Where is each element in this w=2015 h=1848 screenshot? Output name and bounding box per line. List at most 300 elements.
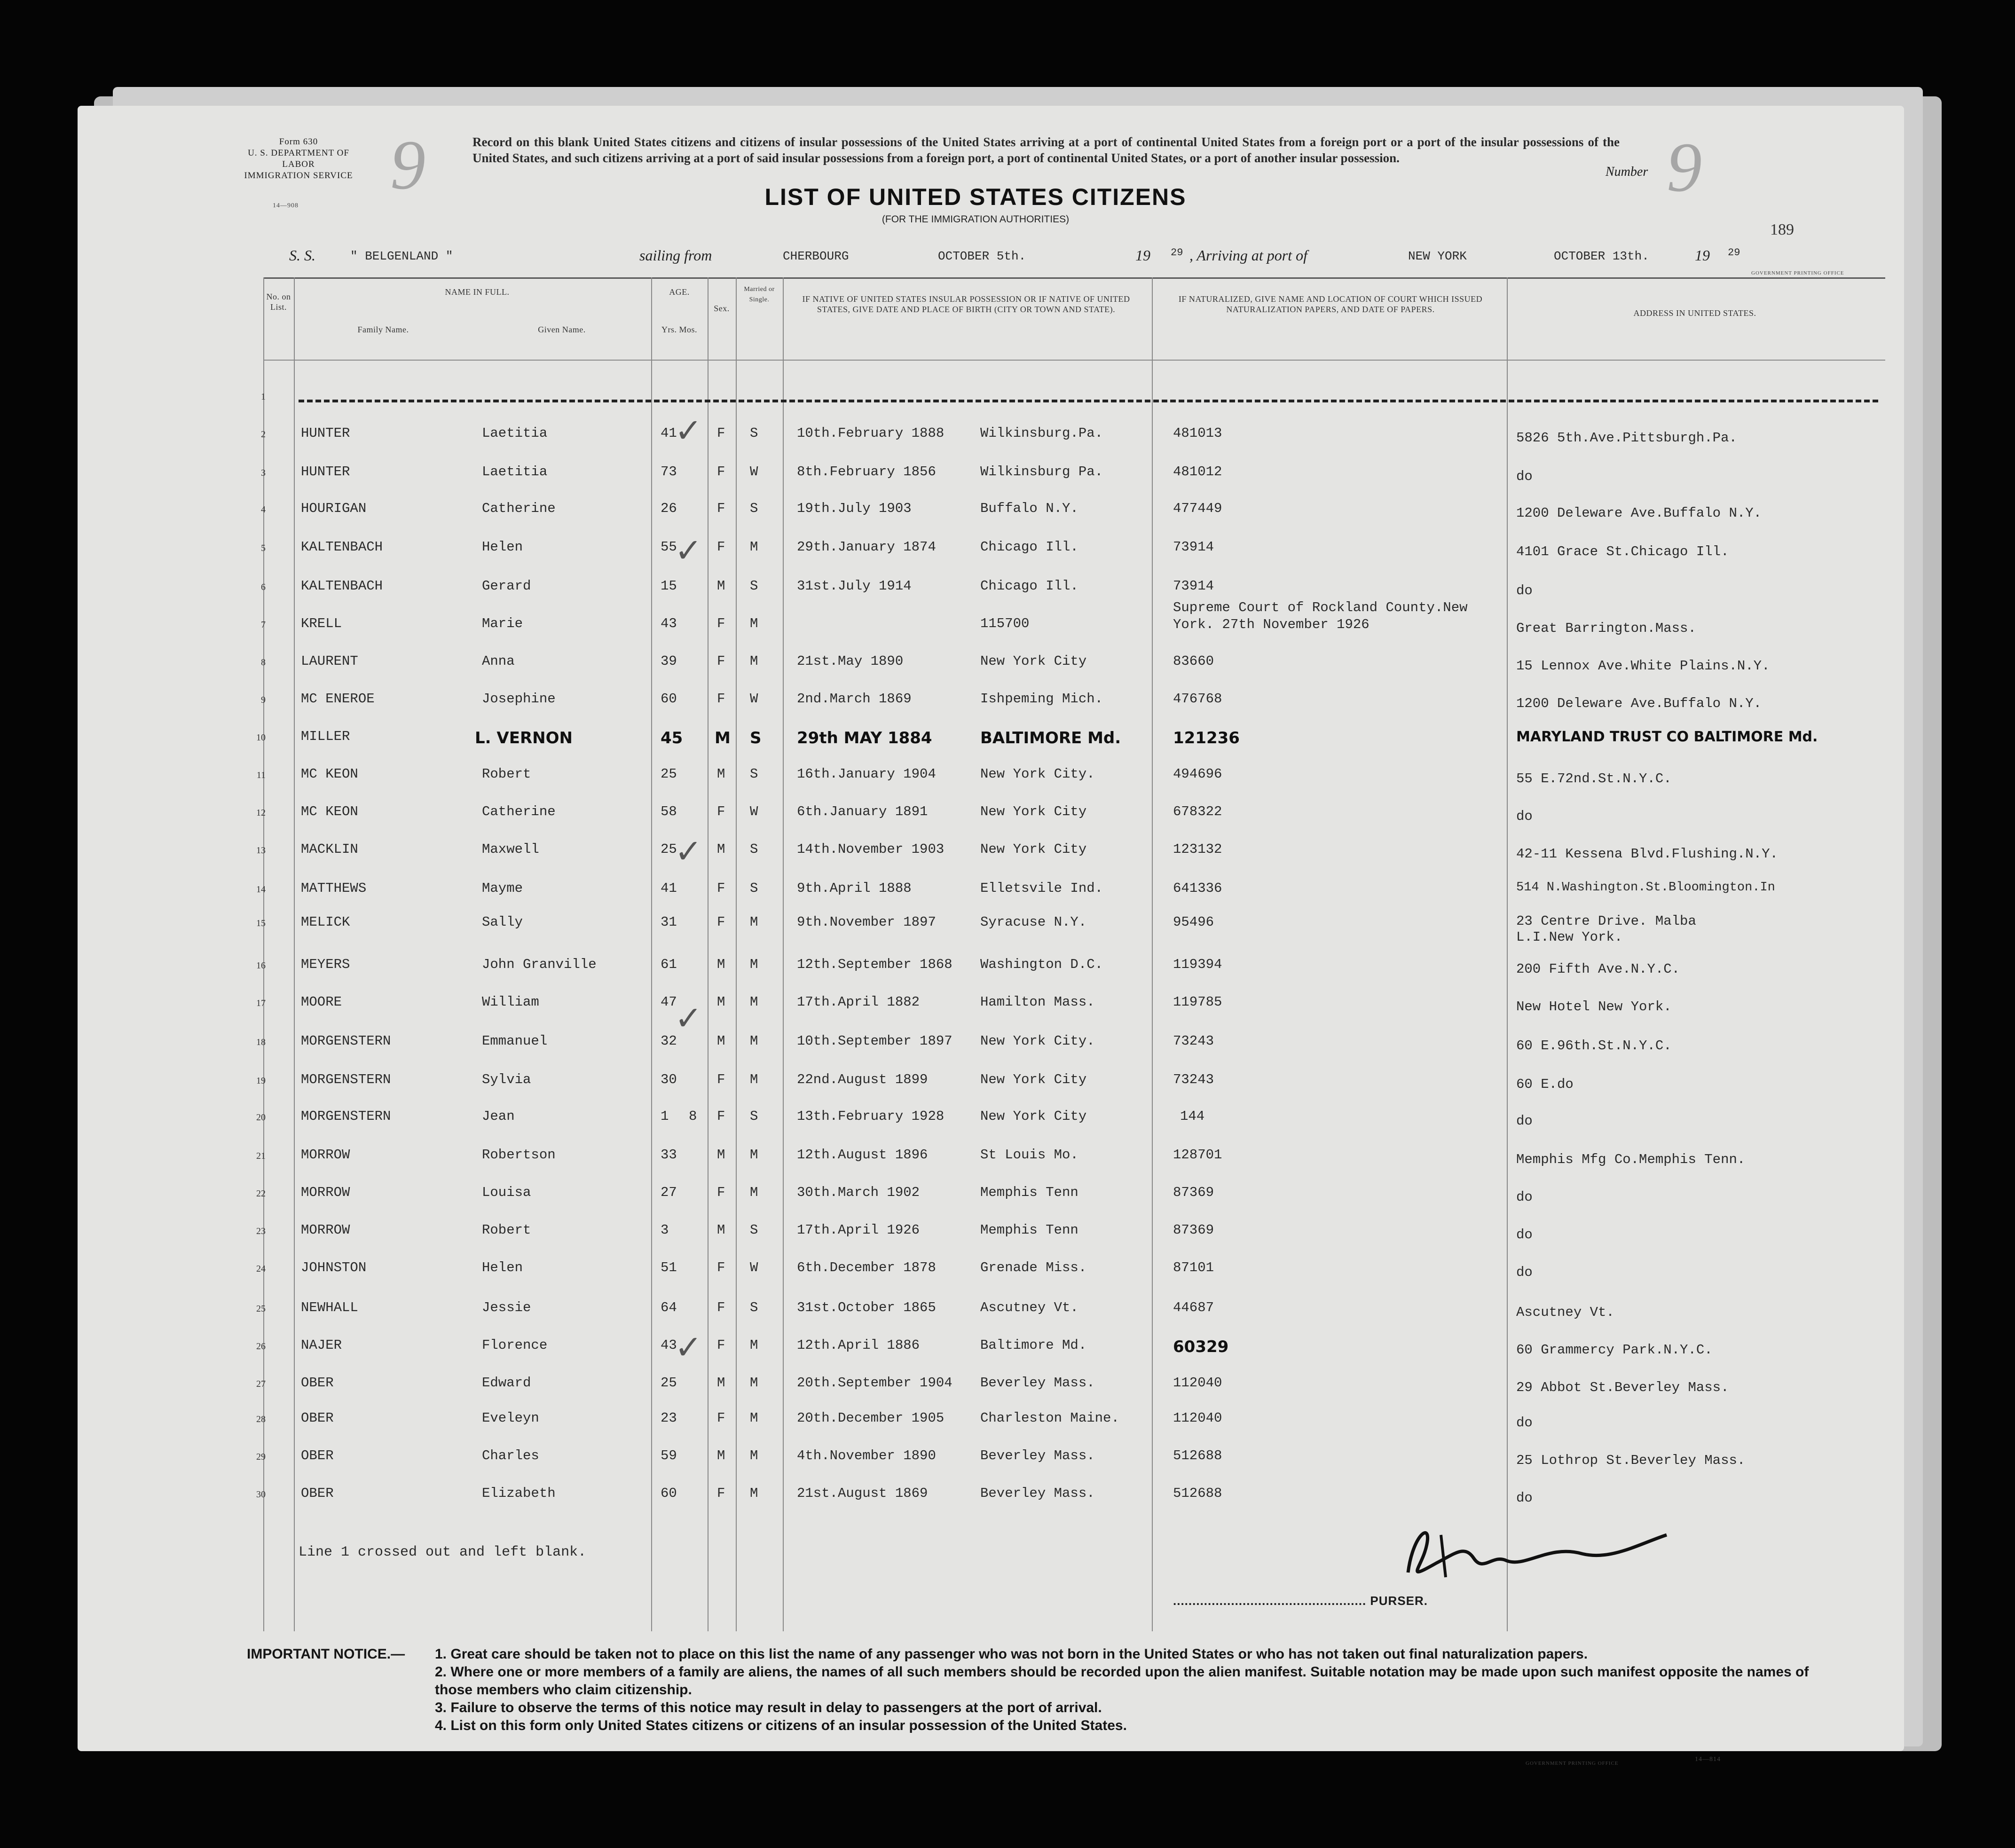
given-name: Gerard xyxy=(482,578,531,594)
row-number: 2 xyxy=(261,429,266,440)
sex: M xyxy=(715,729,731,747)
marital-status: M xyxy=(750,1033,758,1049)
naturalization: 95496 xyxy=(1173,914,1214,930)
family-name: MORROW xyxy=(301,1147,350,1163)
ship-name: " BELGENLAND " xyxy=(350,249,453,263)
naturalization: Supreme Court of Rockland County.New York. 27th November 1926 xyxy=(1173,600,1468,632)
sex: M xyxy=(717,1033,725,1049)
table-row xyxy=(78,729,1904,747)
family-name: OBER xyxy=(301,1410,334,1426)
age-years: 41 xyxy=(661,881,677,896)
col-no: No. on List. xyxy=(266,292,291,312)
address: 1200 Deleware Ave.Buffalo N.Y. xyxy=(1516,505,1762,521)
table-row xyxy=(78,1486,1904,1504)
number-value: 9 xyxy=(1667,128,1702,206)
marital-status: S xyxy=(750,881,758,896)
birth-date: 10th.September 1897 xyxy=(797,1033,952,1049)
family-name: MC ENEROE xyxy=(301,691,375,707)
birth-date: 9th.April 1888 xyxy=(797,881,912,896)
row-number: 9 xyxy=(261,695,266,705)
table-row xyxy=(78,539,1904,558)
birth-date: 31st.October 1865 xyxy=(797,1300,936,1315)
crossed-out-note: Line 1 crossed out and left blank. xyxy=(299,1544,587,1560)
age-years: 30 xyxy=(661,1072,677,1087)
birth-date: 8th.February 1856 xyxy=(797,464,936,480)
marital-status: S xyxy=(750,1222,758,1238)
given-name: Helen xyxy=(482,1260,523,1275)
address: do xyxy=(1516,1415,1533,1431)
address: 55 E.72nd.St.N.Y.C. xyxy=(1516,771,1672,786)
table-row xyxy=(78,766,1904,785)
sex: F xyxy=(717,914,725,930)
marital-status: S xyxy=(750,1300,758,1315)
table-row xyxy=(78,841,1904,860)
row-number: 28 xyxy=(256,1414,266,1424)
age-years: 58 xyxy=(661,804,677,819)
address: 29 Abbot St.Beverley Mass. xyxy=(1516,1380,1729,1395)
table-row xyxy=(78,913,1904,945)
birth-date: 10th.February 1888 xyxy=(797,425,945,441)
marital-status: S xyxy=(750,578,758,594)
birth-date: 21st.August 1869 xyxy=(797,1486,928,1501)
table-row xyxy=(78,1147,1904,1166)
given-name: Robert xyxy=(482,1222,531,1238)
family-name: MATTHEWS xyxy=(301,881,367,896)
col-family-name: Family Name. xyxy=(357,325,409,334)
marital-status: S xyxy=(750,1109,758,1124)
table-row xyxy=(78,1109,1904,1127)
address: 60 E.96th.St.N.Y.C. xyxy=(1516,1038,1672,1054)
naturalization: 678322 xyxy=(1173,804,1222,819)
marital-status: M xyxy=(750,1486,758,1501)
given-name: Maxwell xyxy=(482,841,539,857)
address: 60 Grammercy Park.N.Y.C. xyxy=(1516,1342,1713,1358)
given-name: Robertson xyxy=(482,1147,556,1163)
notice-item: 4. List on this form only United States citizens or citizens of an insular possession of the United States. xyxy=(435,1718,1127,1733)
marital-status: M xyxy=(750,994,758,1010)
naturalization: 123132 xyxy=(1173,841,1222,857)
printer-mark-footer: GOVERNMENT PRINTING OFFICE xyxy=(1526,1761,1619,1766)
given-name: Emmanuel xyxy=(482,1033,548,1049)
sex: F xyxy=(717,1109,725,1124)
given-name: Jean xyxy=(482,1109,515,1124)
marital-status: S xyxy=(750,766,758,782)
family-name: MOORE xyxy=(301,994,342,1010)
row-number: 14 xyxy=(256,884,266,895)
address: do xyxy=(1516,809,1533,824)
given-name: William xyxy=(482,994,539,1010)
year-to: 29 xyxy=(1728,247,1740,259)
birth-date: 29th MAY 1884 xyxy=(797,729,932,747)
marital-status: W xyxy=(750,1260,758,1275)
row-number: 7 xyxy=(261,620,266,630)
table-row xyxy=(78,1072,1904,1091)
sex: F xyxy=(717,804,725,819)
arriving-label: , Arriving at port of xyxy=(1189,247,1307,264)
address: do xyxy=(1516,1113,1533,1129)
service: IMMIGRATION SERVICE xyxy=(244,171,353,181)
address: do xyxy=(1516,1265,1533,1280)
age-years: 61 xyxy=(661,957,677,972)
col-address: ADDRESS IN UNITED STATES. xyxy=(1633,308,1756,318)
birth-date: 12th.April 1886 xyxy=(797,1337,920,1353)
birth-date: 6th.December 1878 xyxy=(797,1260,936,1275)
naturalization: 476768 xyxy=(1173,691,1222,707)
printer-mark: GOVERNMENT PRINTING OFFICE xyxy=(1751,270,1844,276)
address: 25 Lothrop St.Beverley Mass. xyxy=(1516,1453,1746,1468)
address: do xyxy=(1516,1227,1533,1242)
purser-line xyxy=(1173,1594,1428,1608)
age-years: 1 xyxy=(661,1109,669,1124)
birth-date: 6th.January 1891 xyxy=(797,804,928,819)
row-number: 1 xyxy=(261,392,266,402)
naturalization: 83660 xyxy=(1173,653,1214,669)
table-row xyxy=(78,994,1904,1013)
family-name: KALTENBACH xyxy=(301,539,383,555)
address: 200 Fifth Ave.N.Y.C. xyxy=(1516,961,1680,977)
age-years: 27 xyxy=(661,1185,677,1200)
row-number: 23 xyxy=(256,1226,266,1236)
birth-place: Elletsvile Ind. xyxy=(980,881,1103,896)
sex: F xyxy=(717,1185,725,1200)
birth-place: New York City xyxy=(980,841,1087,857)
family-name: MC KEON xyxy=(301,804,358,819)
header-rule xyxy=(263,360,1885,361)
table-row xyxy=(78,691,1904,710)
family-name: HOURIGAN xyxy=(301,501,367,516)
birth-place: Hamilton Mass. xyxy=(980,994,1095,1010)
given-name: Sylvia xyxy=(482,1072,531,1087)
birth-place: Memphis Tenn xyxy=(980,1185,1078,1200)
row-number: 29 xyxy=(256,1452,266,1462)
check-mark: ✓ xyxy=(675,411,702,450)
date-to: OCTOBER 13th. xyxy=(1554,249,1649,263)
age-years: 60 xyxy=(661,691,677,707)
sex: M xyxy=(717,994,725,1010)
row-number: 20 xyxy=(256,1112,266,1123)
address: 23 Centre Drive. Malba L.I.New York. xyxy=(1516,913,1696,945)
age-years: 64 xyxy=(661,1300,677,1315)
address: Memphis Mfg Co.Memphis Tenn. xyxy=(1516,1152,1746,1167)
birth-date: 17th.April 1926 xyxy=(797,1222,920,1238)
marital-status: W xyxy=(750,464,758,480)
family-name: MORGENSTERN xyxy=(301,1033,391,1049)
row-number: 6 xyxy=(261,582,266,592)
marital-status: S xyxy=(750,501,758,516)
birth-date: 19th.July 1903 xyxy=(797,501,912,516)
sex: M xyxy=(717,957,725,972)
age-years: 60 xyxy=(661,1486,677,1501)
table-row xyxy=(78,578,1904,597)
given-name: Charles xyxy=(482,1448,539,1463)
check-mark: ✓ xyxy=(675,832,702,871)
age-years: 25 xyxy=(661,841,677,857)
age-years: 3 xyxy=(661,1222,669,1238)
address: 5826 5th.Ave.Pittsburgh.Pa. xyxy=(1516,430,1737,446)
sex: M xyxy=(717,1448,725,1463)
marital-status: M xyxy=(750,1072,758,1087)
given-name: Sally xyxy=(482,914,523,930)
form-number: Form 630 xyxy=(279,137,318,147)
given-name: Catherine xyxy=(482,804,556,819)
table-row xyxy=(78,425,1904,444)
table-row xyxy=(78,1337,1904,1356)
age-years: 31 xyxy=(661,914,677,930)
col-birth: IF NATIVE OF UNITED STATES INSULAR POSSESSION OR IF NATIVE OF UNITED STATES, GIVE DATE AND PLACE OF BIRTH (CITY OR TOWN AND STATE). xyxy=(802,294,1130,314)
row-number: 13 xyxy=(256,845,266,856)
date-from: OCTOBER 5th. xyxy=(938,249,1026,263)
age-months: 8 xyxy=(689,1109,697,1124)
year-prefix: 19 xyxy=(1135,247,1150,264)
birth-place: Beverley Mass. xyxy=(980,1375,1095,1391)
birth-place: Baltimore Md. xyxy=(980,1337,1087,1353)
birth-place: St Louis Mo. xyxy=(980,1147,1078,1163)
sex: M xyxy=(717,1147,725,1163)
table-row xyxy=(78,1033,1904,1052)
birth-date: 12th.September 1868 xyxy=(797,957,952,972)
row-number: 27 xyxy=(256,1379,266,1389)
naturalization: 73243 xyxy=(1173,1033,1214,1049)
birth-place: Wilkinsburg.Pa. xyxy=(980,425,1103,441)
naturalization: 112040 xyxy=(1173,1375,1222,1391)
purser-signature xyxy=(1394,1516,1676,1591)
purser-label: PURSER. xyxy=(1370,1594,1428,1608)
check-mark: ✓ xyxy=(675,1328,702,1367)
given-name: Robert xyxy=(482,766,531,782)
age-years: 51 xyxy=(661,1260,677,1275)
given-name: Helen xyxy=(482,539,523,555)
birth-place: BALTIMORE Md. xyxy=(980,729,1121,747)
row-number: 18 xyxy=(256,1037,266,1047)
marital-status: M xyxy=(750,539,758,555)
family-name: KRELL xyxy=(301,616,342,631)
notice-label: IMPORTANT NOTICE.— xyxy=(247,1646,405,1662)
given-name: Jessie xyxy=(482,1300,531,1315)
ss-label: S. S. xyxy=(289,247,315,264)
row-number: 16 xyxy=(256,960,266,971)
birth-place: Grenade Miss. xyxy=(980,1260,1087,1275)
birth-place: Buffalo N.Y. xyxy=(980,501,1078,516)
address: Ascutney Vt. xyxy=(1516,1305,1614,1320)
age-years: 43 xyxy=(661,1337,677,1353)
form-identifier xyxy=(237,136,360,181)
port-to: NEW YORK xyxy=(1408,249,1467,263)
row-number: 4 xyxy=(261,504,266,515)
col-age: AGE. xyxy=(669,287,690,297)
family-name: NAJER xyxy=(301,1337,342,1353)
family-name: HUNTER xyxy=(301,464,350,480)
sex: F xyxy=(717,539,725,555)
naturalization: 73914 xyxy=(1173,539,1214,555)
given-name: Florence xyxy=(482,1337,548,1353)
row-number: 17 xyxy=(256,998,266,1008)
family-name: OBER xyxy=(301,1375,334,1391)
address: 1200 Deleware Ave.Buffalo N.Y. xyxy=(1516,696,1762,711)
page-subtitle: (FOR THE IMMIGRATION AUTHORITIES) xyxy=(882,214,1070,225)
birth-place: New York City. xyxy=(980,1033,1095,1049)
family-name: HUNTER xyxy=(301,425,350,441)
birth-place: Beverley Mass. xyxy=(980,1486,1095,1501)
birth-place: Ishpeming Mich. xyxy=(980,691,1103,707)
birth-place: Washington D.C. xyxy=(980,957,1103,972)
stamp-number: 9 xyxy=(390,126,425,204)
marital-status: M xyxy=(750,957,758,972)
family-name: LAURENT xyxy=(301,653,358,669)
family-name: MORGENSTERN xyxy=(301,1109,391,1124)
marital-status: S xyxy=(750,841,758,857)
birth-date: 14th.November 1903 xyxy=(797,841,945,857)
year-from: 29 xyxy=(1171,247,1183,259)
family-name: OBER xyxy=(301,1448,334,1463)
col-yrs-mos: Yrs. Mos. xyxy=(661,325,697,334)
given-name: Elizabeth xyxy=(482,1486,556,1501)
marital-status: M xyxy=(750,1147,758,1163)
given-name: L. VERNON xyxy=(475,729,573,747)
table-row xyxy=(78,1260,1904,1279)
sex: F xyxy=(717,1300,725,1315)
table-row xyxy=(78,464,1904,483)
given-name: Catherine xyxy=(482,501,556,516)
marital-status: M xyxy=(750,914,758,930)
department: U. S. DEPARTMENT OF LABOR xyxy=(248,148,349,169)
sex: F xyxy=(717,425,725,441)
naturalization: 119785 xyxy=(1173,994,1222,1010)
birth-place: New York City xyxy=(980,1109,1087,1124)
naturalization: 119394 xyxy=(1173,957,1222,972)
given-name: Laetitia xyxy=(482,464,548,480)
table-row xyxy=(78,1375,1904,1394)
address: do xyxy=(1516,583,1533,598)
birth-date: 31st.July 1914 xyxy=(797,578,912,594)
age-years: 33 xyxy=(661,1147,677,1163)
naturalization: 73914 xyxy=(1173,578,1214,594)
address: 514 N.Washington.St.Bloomington.In xyxy=(1516,881,1775,895)
col-sex: Sex. xyxy=(714,304,730,313)
marital-status: W xyxy=(750,804,758,819)
address: Great Barrington.Mass. xyxy=(1516,621,1696,636)
table-row xyxy=(78,1410,1904,1429)
age-years: 39 xyxy=(661,653,677,669)
table-row xyxy=(78,1300,1904,1319)
birth-place: Chicago Ill. xyxy=(980,539,1078,555)
age-years: 41 xyxy=(661,425,677,441)
naturalization: 512688 xyxy=(1173,1448,1222,1463)
given-name: Eveleyn xyxy=(482,1410,539,1426)
address: do xyxy=(1516,469,1533,484)
family-name: MEYERS xyxy=(301,957,350,972)
row-number: 21 xyxy=(256,1151,266,1161)
birth-date: 29th.January 1874 xyxy=(797,539,936,555)
notice-item: 1. Great care should be taken not to place on this list the name of any passenger who was not born in the United States or who has not taken out final naturalization papers. xyxy=(435,1646,1588,1662)
sex: M xyxy=(717,766,725,782)
table-row xyxy=(78,1185,1904,1203)
birth-place: Charleston Maine. xyxy=(980,1410,1119,1426)
sex: F xyxy=(717,464,725,480)
sex: M xyxy=(717,841,725,857)
naturalization: 87101 xyxy=(1173,1260,1214,1275)
naturalization: 481013 xyxy=(1173,425,1222,441)
notice-item: 2. Where one or more members of a family are aliens, the names of all such members should be recorded upon the alien manifest. Suitable notation may be made upon such manifest opposite the names of those members who claim citizenship. xyxy=(435,1664,1809,1698)
family-name: OBER xyxy=(301,1486,334,1501)
table-row xyxy=(78,957,1904,975)
family-name: KALTENBACH xyxy=(301,578,383,594)
address: New Hotel New York. xyxy=(1516,999,1672,1014)
table-row xyxy=(78,804,1904,823)
naturalization: 477449 xyxy=(1173,501,1222,516)
family-name: MORROW xyxy=(301,1185,350,1200)
given-name: Laetitia xyxy=(482,425,548,441)
col-naturalized: IF NATURALIZED, GIVE NAME AND LOCATION OF COURT WHICH ISSUED NATURALIZATION PAPERS, AND DATE OF PAPERS. xyxy=(1178,294,1483,314)
age-years: 25 xyxy=(661,766,677,782)
footer-code: 14—814 xyxy=(1695,1756,1721,1763)
age-years: 23 xyxy=(661,1410,677,1426)
age-years: 55 xyxy=(661,539,677,555)
family-name: MORGENSTERN xyxy=(301,1072,391,1087)
row-number: 15 xyxy=(256,918,266,928)
table-row xyxy=(78,501,1904,519)
table-row xyxy=(78,1222,1904,1241)
birth-place: Beverley Mass. xyxy=(980,1448,1095,1463)
age-years: 43 xyxy=(661,616,677,631)
age-years: 25 xyxy=(661,1375,677,1391)
naturalization: 512688 xyxy=(1173,1486,1222,1501)
row-number: 25 xyxy=(256,1304,266,1314)
row-number: 24 xyxy=(256,1264,266,1274)
row-number: 3 xyxy=(261,468,266,478)
marital-status: S xyxy=(750,425,758,441)
birth-place: Memphis Tenn xyxy=(980,1222,1078,1238)
sex: F xyxy=(717,1337,725,1353)
sex: F xyxy=(717,616,725,631)
birth-date: 4th.November 1890 xyxy=(797,1448,936,1463)
birth-date: 30th.March 1902 xyxy=(797,1185,920,1200)
notice-item: 3. Failure to observe the terms of this notice may result in delay to passengers at the port of arrival. xyxy=(435,1700,1102,1715)
sex: M xyxy=(717,1375,725,1391)
given-name: Marie xyxy=(482,616,523,631)
family-name: MILLER xyxy=(301,729,350,744)
given-name: John Granville xyxy=(482,957,597,972)
row-number: 12 xyxy=(256,808,266,818)
family-name: JOHNSTON xyxy=(301,1260,367,1275)
marital-status: M xyxy=(750,616,758,631)
table-row xyxy=(78,388,1904,407)
age-years: 73 xyxy=(661,464,677,480)
sex: F xyxy=(717,501,725,516)
address: 15 Lennox Ave.White Plains.N.Y. xyxy=(1516,658,1770,674)
sailing-label: sailing from xyxy=(639,247,712,264)
sex: F xyxy=(717,1486,725,1501)
birth-date: 22nd.August 1899 xyxy=(797,1072,928,1087)
age-years: 32 xyxy=(661,1033,677,1049)
page-stamp: 189 xyxy=(1770,221,1794,238)
col-married: Married or Single. xyxy=(744,286,775,303)
table-row xyxy=(78,600,1904,636)
sex: F xyxy=(717,1410,725,1426)
birth-date: 17th.April 1882 xyxy=(797,994,920,1010)
birth-date: 12th.August 1896 xyxy=(797,1147,928,1163)
age-years: 59 xyxy=(661,1448,677,1463)
check-mark: ✓ xyxy=(675,999,702,1038)
birth-date: 21st.May 1890 xyxy=(797,653,904,669)
row-number: 5 xyxy=(261,543,266,553)
address: do xyxy=(1516,1490,1533,1506)
birth-date: 2nd.March 1869 xyxy=(797,691,912,707)
naturalization: 87369 xyxy=(1173,1222,1214,1238)
col-name-in-full: NAME IN FULL. xyxy=(445,287,510,297)
header-instruction: Record on this blank United States citizens and citizens of insular possessions of the United States arriving at a port of continental United States from a foreign port or a port of the insular possessions of the United States, and such citizens arriving at a port of said insular possessions from a foreign port, a port of continental United States, or a port of another insular possession. xyxy=(472,135,1620,165)
naturalization: 60329 xyxy=(1173,1337,1229,1356)
given-name: Louisa xyxy=(482,1185,531,1200)
